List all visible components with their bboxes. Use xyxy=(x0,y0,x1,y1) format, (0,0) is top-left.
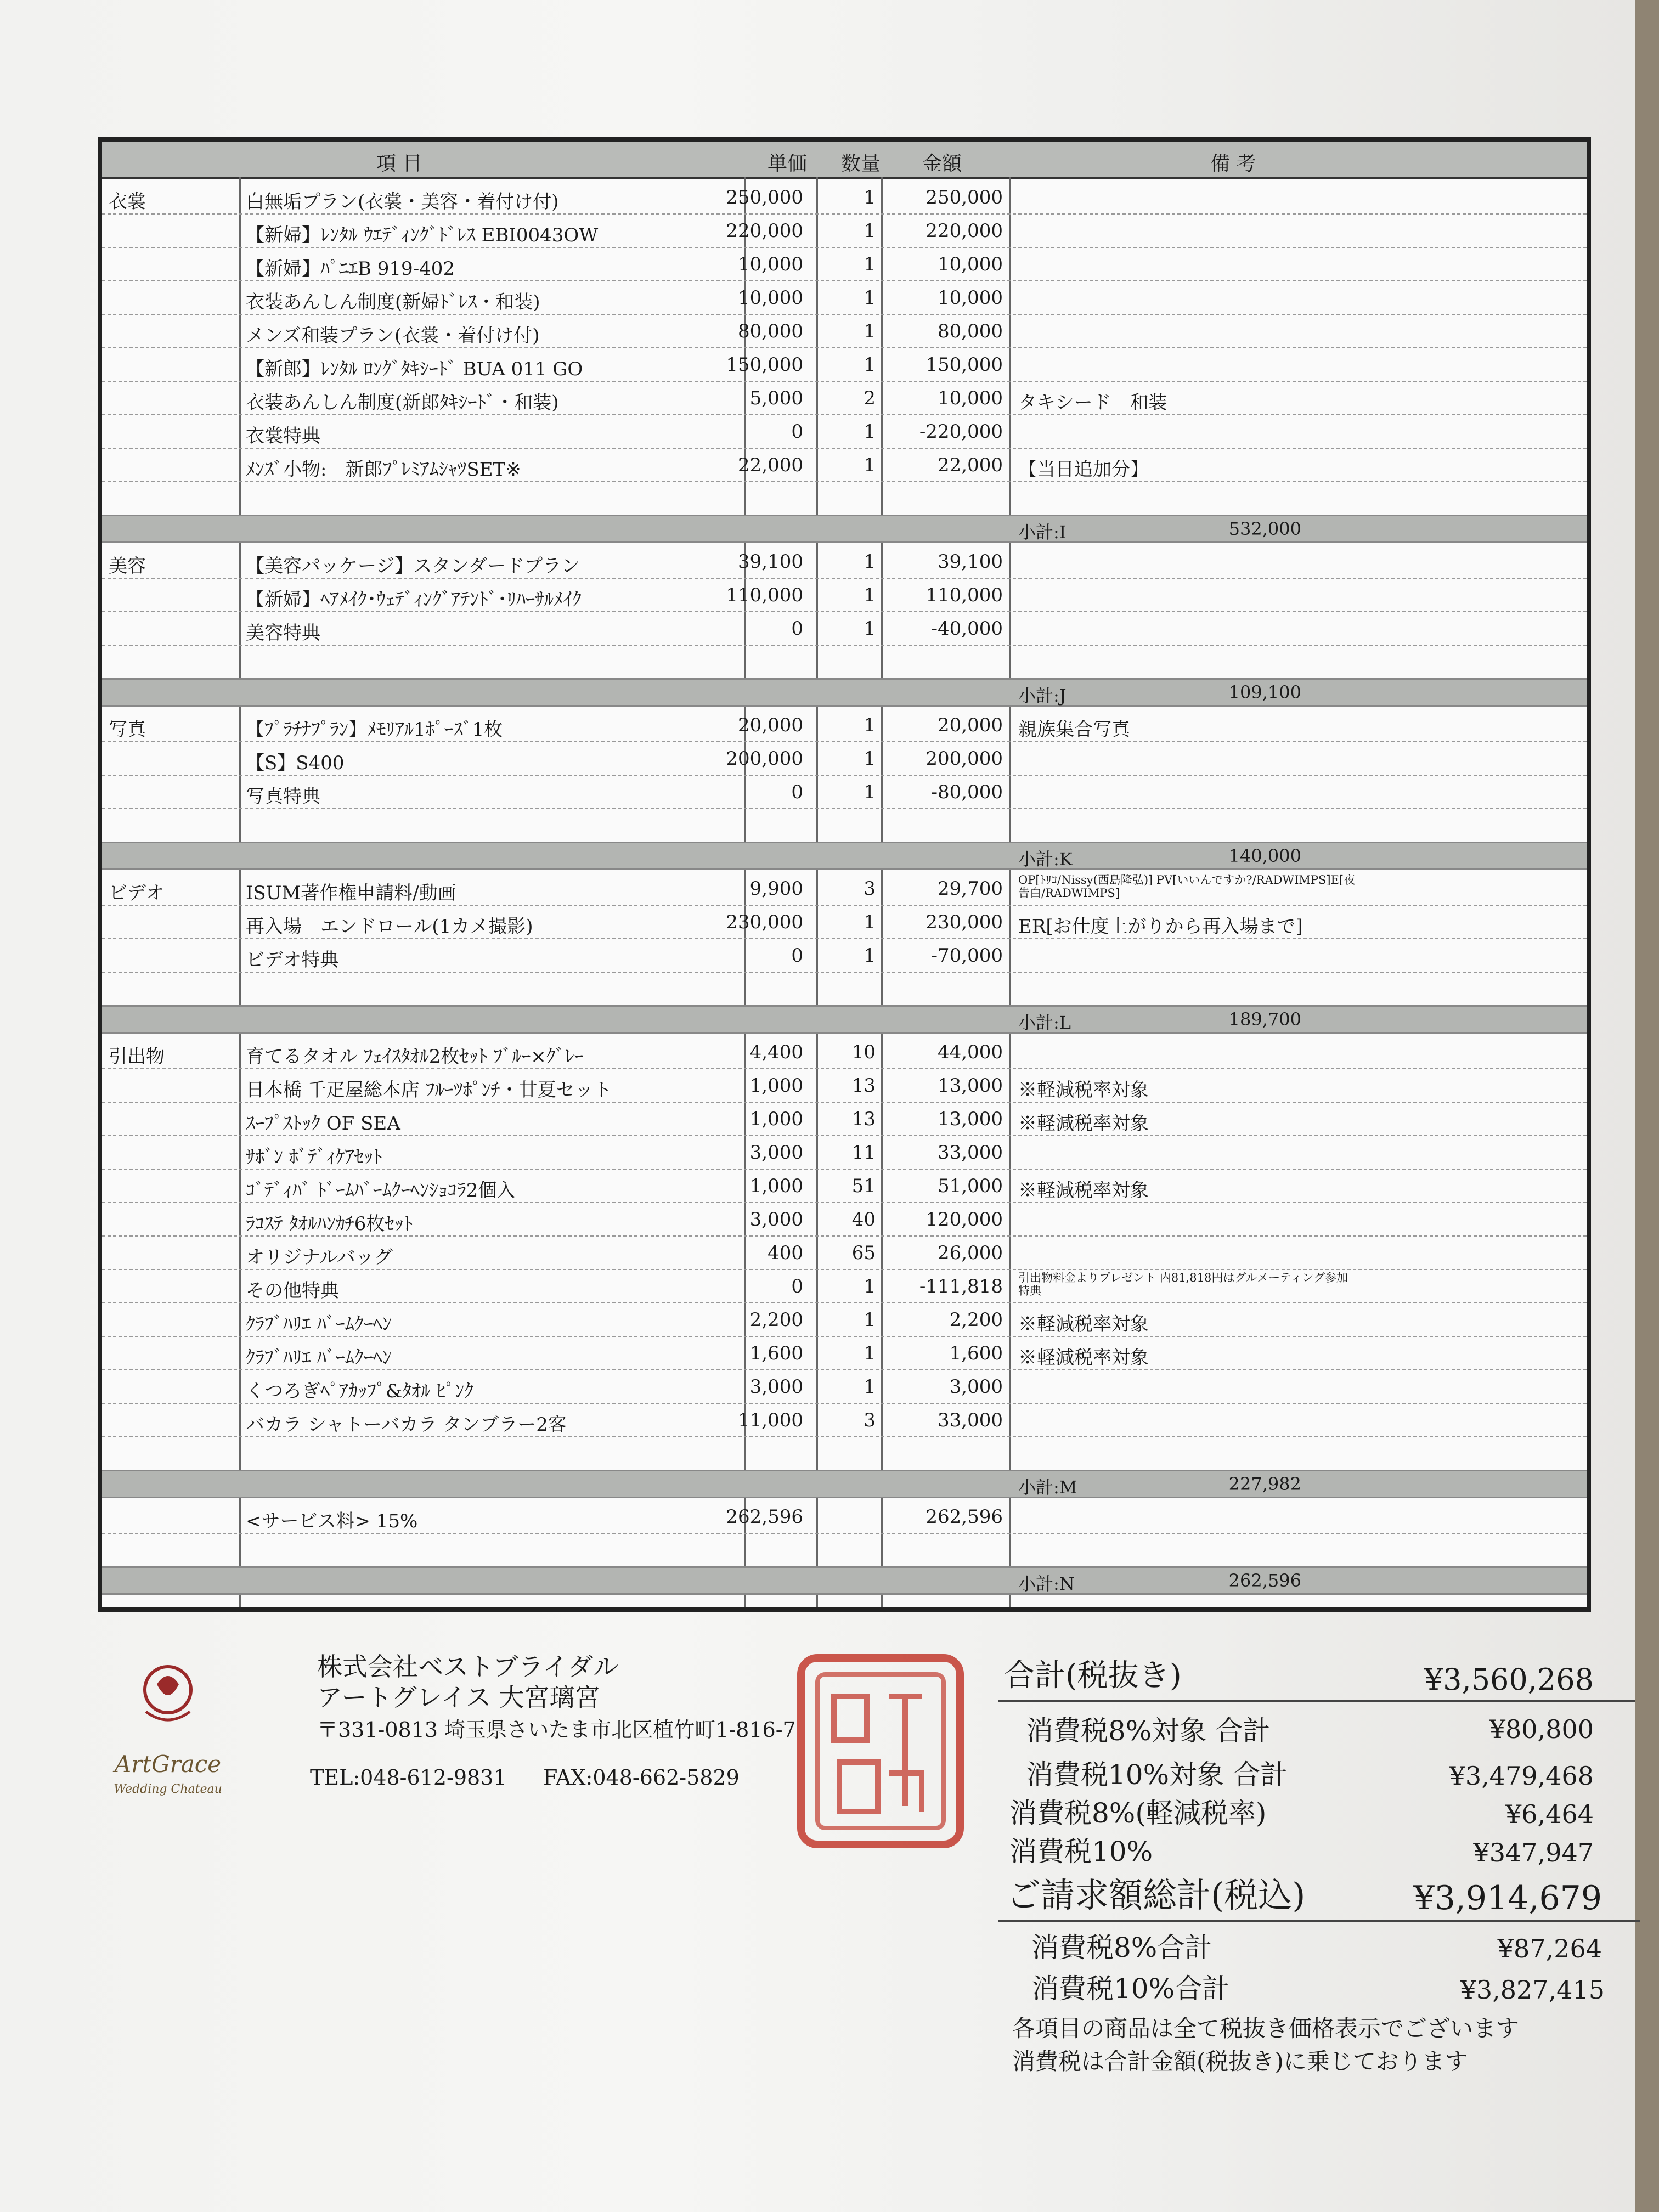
row-quantity: 1 xyxy=(864,187,876,208)
row-unit-price: 3,000 xyxy=(749,1376,803,1398)
row-quantity: 1 xyxy=(864,748,876,770)
tax-note-1: 各項目の商品は全て税抜き価格表示でございます xyxy=(1012,2015,1520,2042)
subtotal-label: 合計(税抜き) xyxy=(1004,1658,1182,1694)
tax10-base-value: ¥3,479,468 xyxy=(1449,1761,1594,1791)
row-unit-price: 5,000 xyxy=(749,387,803,409)
row-amount: -70,000 xyxy=(931,945,1003,967)
row-quantity: 1 xyxy=(864,911,876,933)
venue-name: アートグレイス 大宮璃宮 xyxy=(317,1683,600,1712)
company-tel: TEL:048-612-9831 xyxy=(310,1765,507,1790)
row-item-name: 白無垢プラン(衣裳・美容・着付け付) xyxy=(246,191,559,213)
row-unit-price: 1,000 xyxy=(749,1108,803,1130)
table-row xyxy=(102,708,1587,742)
subtotal-band xyxy=(102,842,1587,870)
row-item-name: ｽｰﾌﾟｽﾄｯｸ OF SEA xyxy=(246,1113,400,1135)
row-item-name: 【美容パッケージ】スタンダードプラン xyxy=(246,555,580,577)
row-unit-price: 0 xyxy=(791,945,803,967)
row-unit-price: 11,000 xyxy=(738,1409,803,1431)
grand-total-value: ¥3,914,679 xyxy=(1413,1879,1602,1917)
row-quantity: 1 xyxy=(864,320,876,342)
row-unit-price: 22,000 xyxy=(738,454,803,476)
row-item-name: ﾒﾝｽﾞ小物: 新郎ﾌﾟﾚﾐｱﾑｼｬﾂSET※ xyxy=(246,459,521,481)
tax8-base-label: 消費税8%対象 合計 xyxy=(1026,1715,1271,1747)
row-amount: 33,000 xyxy=(938,1142,1003,1164)
table-row xyxy=(102,1269,1587,1304)
logo-name: ArtGrace xyxy=(114,1751,222,1778)
row-category: 衣裳 xyxy=(109,191,146,213)
table-row xyxy=(102,1235,1587,1270)
row-remarks: ※軽減税率対象 xyxy=(1018,1313,1149,1335)
tax10-value: ¥347,947 xyxy=(1473,1838,1594,1867)
row-item-name: くつろぎﾍﾟｱｶｯﾌﾟ&ﾀｵﾙ ﾋﾟﾝｸ xyxy=(246,1380,474,1402)
company-seal xyxy=(790,1647,971,1855)
subtotal-value: 140,000 xyxy=(1228,845,1301,866)
row-item-name: 衣装あんしん制度(新婦ﾄﾞﾚｽ・和装) xyxy=(246,291,540,313)
table-row xyxy=(102,1302,1587,1337)
row-item-name: 衣装あんしん制度(新郎ﾀｷｼｰﾄﾞ・和装) xyxy=(246,392,559,414)
artgrace-logo xyxy=(108,1651,228,1832)
table-row xyxy=(102,611,1587,646)
row-unit-price: 1,000 xyxy=(749,1075,803,1097)
subtotal-band xyxy=(102,1005,1587,1034)
row-item-name: ﾗｺｽﾃ ﾀｵﾙﾊﾝｶﾁ6枚ｾｯﾄ xyxy=(246,1213,413,1235)
table-row xyxy=(102,1336,1587,1370)
table-row xyxy=(102,645,1587,679)
row-remarks: タキシード 和装 xyxy=(1018,392,1167,414)
row-unit-price: 110,000 xyxy=(726,584,803,606)
row-item-name: ｸﾗﾌﾞﾊﾘｴ ﾊﾞｰﾑｸｰﾍﾝ xyxy=(246,1313,392,1335)
subtotal-band xyxy=(102,1470,1587,1498)
tax8-total-value: ¥87,264 xyxy=(1497,1934,1602,1963)
table-row xyxy=(102,1499,1587,1534)
row-quantity: 1 xyxy=(864,584,876,606)
row-amount: 200,000 xyxy=(926,748,1003,770)
table-row xyxy=(102,578,1587,612)
row-amount: 33,000 xyxy=(938,1409,1003,1431)
row-unit-price: 150,000 xyxy=(726,354,803,376)
row-item-name: 【新婦】ﾊﾟﾆｴB 919-402 xyxy=(246,258,455,280)
row-item-name: <サービス料> 15% xyxy=(246,1510,418,1532)
row-remarks: OP[ﾄﾘｺ/Nissy(西島隆弘)] PV[いいんですか?/RADWIMPS]E[夜告白/RADWIMPS] xyxy=(1018,873,1356,900)
row-amount: 44,000 xyxy=(938,1041,1003,1063)
row-quantity: 51 xyxy=(851,1175,876,1197)
row-quantity: 11 xyxy=(851,1142,876,1164)
logo-sub: Wedding Chateau xyxy=(114,1782,222,1796)
table-row xyxy=(102,280,1587,315)
table-row xyxy=(102,381,1587,415)
tax-note-2: 消費税は合計金額(税抜き)に乗じております xyxy=(1012,2048,1468,2075)
row-quantity: 3 xyxy=(864,1409,876,1431)
row-item-name: オリジナルバッグ xyxy=(246,1246,393,1268)
row-item-name: ｻﾎﾞﾝ ﾎﾞﾃﾞｨｹｱｾｯﾄ xyxy=(246,1146,382,1168)
row-quantity: 40 xyxy=(851,1209,876,1231)
tax10-total-label: 消費税10%合計 xyxy=(1031,1973,1230,2005)
row-item-name: ビデオ特典 xyxy=(246,949,339,971)
row-unit-price: 1,600 xyxy=(749,1342,803,1364)
row-remarks: 親族集合写真 xyxy=(1018,719,1130,741)
row-amount: 10,000 xyxy=(938,387,1003,409)
row-unit-price: 250,000 xyxy=(726,187,803,208)
row-item-name: ｺﾞﾃﾞｨﾊﾞ ﾄﾞｰﾑﾊﾞｰﾑｸｰﾍﾝｼｮｺﾗ2個入 xyxy=(246,1180,516,1201)
row-quantity: 1 xyxy=(864,1376,876,1398)
row-unit-price: 4,400 xyxy=(749,1041,803,1063)
row-amount: -40,000 xyxy=(931,618,1003,640)
table-row xyxy=(102,1068,1587,1103)
subtotal-value: 227,982 xyxy=(1228,1474,1301,1494)
invoice-table xyxy=(98,137,1591,1612)
table-row xyxy=(102,972,1587,1006)
row-item-name: 【新婦】ﾚﾝﾀﾙ ｳｴﾃﾞｨﾝｸﾞﾄﾞﾚｽ EBI0043OW xyxy=(246,224,599,246)
row-quantity: 1 xyxy=(864,454,876,476)
table-row xyxy=(102,1202,1587,1237)
row-amount: 39,100 xyxy=(938,551,1003,573)
tax10-total-value: ¥3,827,415 xyxy=(1460,1975,1605,2005)
table-row xyxy=(102,1135,1587,1170)
row-amount: 230,000 xyxy=(926,911,1003,933)
table-row xyxy=(102,905,1587,939)
table-row xyxy=(102,414,1587,449)
tax8-label: 消費税8%(軽減税率) xyxy=(1009,1797,1267,1829)
row-amount: 13,000 xyxy=(938,1075,1003,1097)
row-amount: 2,200 xyxy=(949,1309,1003,1331)
table-row xyxy=(102,448,1587,482)
row-amount: 262,596 xyxy=(926,1506,1003,1528)
table-row xyxy=(102,741,1587,776)
row-amount: 110,000 xyxy=(926,584,1003,606)
table-row xyxy=(102,808,1587,843)
subtotal-value: 262,596 xyxy=(1228,1570,1301,1591)
tax8-value: ¥6,464 xyxy=(1505,1799,1594,1829)
table-row xyxy=(102,544,1587,579)
divider xyxy=(998,1920,1640,1922)
row-amount: -220,000 xyxy=(919,421,1003,443)
row-amount: 20,000 xyxy=(938,714,1003,736)
row-amount: 10,000 xyxy=(938,287,1003,309)
table-row xyxy=(102,180,1587,215)
row-amount: -111,818 xyxy=(919,1276,1003,1297)
subtotal-label: 小計:J xyxy=(1018,685,1066,706)
table-row xyxy=(102,938,1587,973)
table-row xyxy=(102,871,1587,906)
row-amount: 150,000 xyxy=(926,354,1003,376)
table-row xyxy=(102,1403,1587,1437)
row-unit-price: 262,596 xyxy=(726,1506,803,1528)
row-amount: 29,700 xyxy=(938,878,1003,900)
subtotal-band xyxy=(102,515,1587,543)
subtotal-value: 532,000 xyxy=(1228,518,1301,539)
row-unit-price: 0 xyxy=(791,618,803,640)
subtotal-label: 小計:L xyxy=(1018,1012,1071,1033)
row-item-name: その他特典 xyxy=(246,1280,339,1302)
table-row xyxy=(102,775,1587,809)
row-quantity: 1 xyxy=(864,714,876,736)
subtotal-value: 109,100 xyxy=(1228,682,1301,703)
row-unit-price: 20,000 xyxy=(738,714,803,736)
row-item-name: 日本橋 千疋屋総本店 ﾌﾙｰﾂﾎﾟﾝﾁ・甘夏セット xyxy=(246,1079,612,1101)
row-quantity: 1 xyxy=(864,220,876,242)
row-quantity: 13 xyxy=(851,1075,876,1097)
row-quantity: 3 xyxy=(864,878,876,900)
row-quantity: 10 xyxy=(851,1041,876,1063)
table-row xyxy=(102,1436,1587,1471)
row-quantity: 13 xyxy=(851,1108,876,1130)
company-address: 〒331-0813 埼玉県さいたま市北区植竹町1-816-7 xyxy=(317,1718,796,1742)
table-row xyxy=(102,1533,1587,1567)
row-item-name: 【新婦】ﾍｱﾒｲｸ･ｳｪﾃﾞｨﾝｸﾞｱﾃﾝﾄﾞ･ﾘﾊｰｻﾙﾒｲｸ xyxy=(246,589,582,611)
row-amount: 51,000 xyxy=(938,1175,1003,1197)
row-unit-price: 220,000 xyxy=(726,220,803,242)
row-item-name: 【新郎】ﾚﾝﾀﾙ ﾛﾝｸﾞﾀｷｼｰﾄﾞ BUA 011 GO xyxy=(246,358,583,380)
row-unit-price: 10,000 xyxy=(738,253,803,275)
row-quantity: 1 xyxy=(864,287,876,309)
row-remarks: ※軽減税率対象 xyxy=(1018,1079,1149,1101)
row-category: ビデオ xyxy=(109,882,165,904)
row-unit-price: 39,100 xyxy=(738,551,803,573)
row-quantity: 1 xyxy=(864,1342,876,1364)
row-quantity: 1 xyxy=(864,781,876,803)
row-quantity: 2 xyxy=(864,387,876,409)
row-category: 引出物 xyxy=(109,1046,165,1068)
row-quantity: 1 xyxy=(864,945,876,967)
header-qty: 数量 xyxy=(841,153,881,175)
header-unit: 単価 xyxy=(768,153,808,175)
row-item-name: バカラ シャトーバカラ タンブラー2客 xyxy=(246,1414,567,1436)
company-fax: FAX:048-662-5829 xyxy=(543,1765,740,1790)
subtotal-band xyxy=(102,678,1587,707)
row-item-name: ｸﾗﾌﾞﾊﾘｴ ﾊﾞｰﾑｸｰﾍﾝ xyxy=(246,1347,392,1369)
header-item: 項 目 xyxy=(376,153,422,175)
row-amount: 13,000 xyxy=(938,1108,1003,1130)
row-remarks: 【当日追加分】 xyxy=(1018,459,1149,481)
row-quantity: 1 xyxy=(864,1309,876,1331)
row-unit-price: 1,000 xyxy=(749,1175,803,1197)
subtotal-label: 小計:M xyxy=(1018,1477,1077,1498)
row-unit-price: 3,000 xyxy=(749,1209,803,1231)
row-remarks: 引出物料金よりプレゼント 内81,818円はグルメーティング参加特典 xyxy=(1018,1271,1348,1297)
table-row xyxy=(102,347,1587,382)
row-category: 美容 xyxy=(109,555,146,577)
tax10-label: 消費税10% xyxy=(1009,1836,1153,1867)
row-amount: 220,000 xyxy=(926,220,1003,242)
row-unit-price: 0 xyxy=(791,421,803,443)
table-row xyxy=(102,247,1587,281)
row-quantity: 1 xyxy=(864,551,876,573)
row-item-name: 美容特典 xyxy=(246,622,320,644)
row-amount: 10,000 xyxy=(938,253,1003,275)
row-unit-price: 400 xyxy=(768,1242,803,1264)
row-unit-price: 200,000 xyxy=(726,748,803,770)
table-row xyxy=(102,314,1587,348)
row-unit-price: 2,200 xyxy=(749,1309,803,1331)
subtotal-value: ¥3,560,268 xyxy=(1424,1662,1594,1697)
row-remarks: ※軽減税率対象 xyxy=(1018,1113,1149,1135)
row-amount: 26,000 xyxy=(938,1242,1003,1264)
table-row xyxy=(102,1035,1587,1069)
row-remarks: ※軽減税率対象 xyxy=(1018,1180,1149,1201)
row-item-name: ISUM著作権申請料/動画 xyxy=(246,882,456,904)
row-amount: 22,000 xyxy=(938,454,1003,476)
row-quantity: 1 xyxy=(864,354,876,376)
row-amount: 120,000 xyxy=(926,1209,1003,1231)
row-quantity: 65 xyxy=(851,1242,876,1264)
row-quantity: 1 xyxy=(864,253,876,275)
row-unit-price: 3,000 xyxy=(749,1142,803,1164)
row-amount: 1,600 xyxy=(949,1342,1003,1364)
table-row xyxy=(102,1369,1587,1404)
row-category: 写真 xyxy=(109,719,146,741)
row-unit-price: 9,900 xyxy=(749,878,803,900)
row-unit-price: 0 xyxy=(791,781,803,803)
row-unit-price: 10,000 xyxy=(738,287,803,309)
subtotal-label: 小計:I xyxy=(1018,522,1066,543)
table-row xyxy=(102,481,1587,516)
row-item-name: 写真特典 xyxy=(246,786,320,808)
row-item-name: 【ﾌﾟﾗﾁﾅﾌﾟﾗﾝ】ﾒﾓﾘｱﾙ1ﾎﾟｰｽﾞ1枚 xyxy=(246,719,503,741)
row-amount: 3,000 xyxy=(949,1376,1003,1398)
header-remarks: 備 考 xyxy=(1210,153,1256,175)
row-amount: 250,000 xyxy=(926,187,1003,208)
row-remarks: ※軽減税率対象 xyxy=(1018,1347,1149,1369)
table-header xyxy=(102,142,1587,179)
row-quantity: 1 xyxy=(864,618,876,640)
row-unit-price: 230,000 xyxy=(726,911,803,933)
subtotal-band xyxy=(102,1566,1587,1595)
row-item-name: 再入場 エンドロール(1カメ撮影) xyxy=(246,916,533,938)
subtotal-value: 189,700 xyxy=(1228,1009,1301,1030)
tax8-base-value: ¥80,800 xyxy=(1489,1714,1594,1744)
table-row xyxy=(102,213,1587,248)
tax8-total-label: 消費税8%合計 xyxy=(1031,1932,1212,1963)
row-unit-price: 0 xyxy=(791,1276,803,1297)
row-quantity: 1 xyxy=(864,1276,876,1297)
table-row xyxy=(102,1102,1587,1136)
grand-total-label: ご請求額総計(税込) xyxy=(1007,1875,1306,1915)
row-quantity: 1 xyxy=(864,421,876,443)
subtotal-label: 小計:K xyxy=(1018,849,1073,870)
row-item-name: 育てるタオル ﾌｪｲｽﾀｵﾙ2枚ｾｯﾄ ﾌﾞﾙｰ×ｸﾞﾚｰ xyxy=(246,1046,584,1068)
row-item-name: 衣裳特典 xyxy=(246,425,320,447)
row-unit-price: 80,000 xyxy=(738,320,803,342)
tax10-base-label: 消費税10%対象 合計 xyxy=(1026,1759,1288,1791)
row-amount: -80,000 xyxy=(931,781,1003,803)
row-item-name: メンズ和装プラン(衣裳・着付け付) xyxy=(246,325,540,347)
header-amount: 金額 xyxy=(922,153,962,175)
subtotal-label: 小計:N xyxy=(1018,1573,1075,1594)
row-item-name: 【S】S400 xyxy=(246,752,345,774)
row-amount: 80,000 xyxy=(938,320,1003,342)
company-name: 株式会社ベストブライダル xyxy=(317,1652,619,1681)
row-remarks: ER[お仕度上がりから再入場まで] xyxy=(1018,916,1303,938)
table-row xyxy=(102,1169,1587,1203)
divider xyxy=(998,1700,1635,1702)
